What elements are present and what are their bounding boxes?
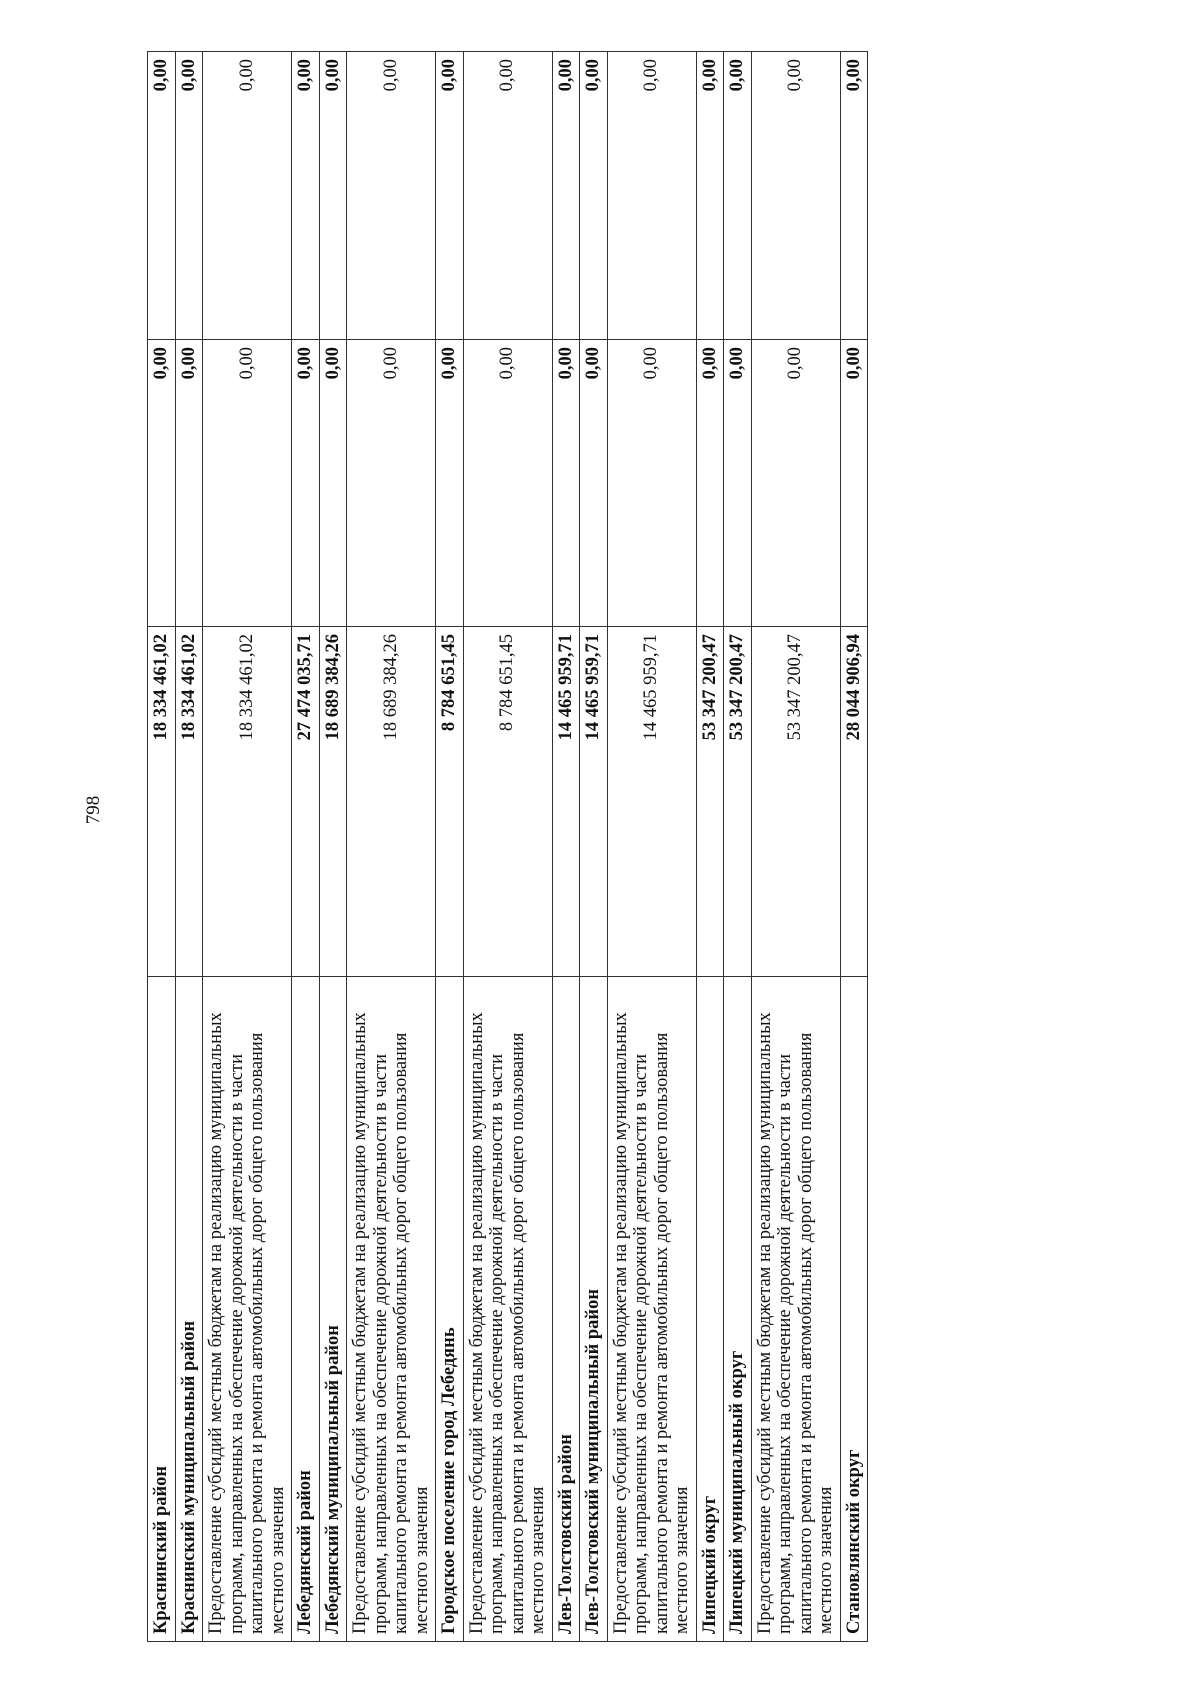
- row-name-cell: Лев-Толстовский район: [552, 977, 580, 1642]
- row-sum-cell: 18 334 461,02: [148, 627, 176, 977]
- row-value-3-cell: 0,00: [463, 52, 552, 340]
- row-value-3-cell: 0,00: [436, 52, 464, 340]
- row-name-cell: Лебедянский муниципальный район: [319, 977, 347, 1642]
- row-value-2-cell: 0,00: [203, 340, 292, 627]
- row-value-2-cell: 0,00: [347, 340, 436, 627]
- row-value-3-cell: 0,00: [175, 52, 203, 340]
- row-value-2-cell: 0,00: [751, 340, 840, 627]
- table-row: [840, 52, 868, 1642]
- row-value-3-cell: 0,00: [840, 52, 868, 340]
- row-value-2-cell: 0,00: [319, 340, 347, 627]
- row-name-cell: Краснинский муниципальный район: [175, 977, 203, 1642]
- row-sum-cell: 8 784 651,45: [436, 627, 464, 977]
- table-row: [607, 52, 696, 1642]
- table-row: [347, 52, 436, 1642]
- table-row: [696, 52, 724, 1642]
- row-value-3-cell: 0,00: [724, 52, 752, 340]
- row-sum-cell: 18 689 384,26: [347, 627, 436, 977]
- row-sum-cell: 8 784 651,45: [463, 627, 552, 977]
- row-value-2-cell: 0,00: [724, 340, 752, 627]
- row-name-cell: Лев-Толстовский муниципальный район: [580, 977, 608, 1642]
- row-value-3-cell: 0,00: [292, 52, 320, 340]
- row-value-2-cell: 0,00: [436, 340, 464, 627]
- row-sum-cell: 14 465 959,71: [580, 627, 608, 977]
- table-row: [148, 52, 176, 1642]
- row-name-cell: Лебедянский район: [292, 977, 320, 1642]
- row-value-3-cell: 0,00: [580, 52, 608, 340]
- table-row: [292, 52, 320, 1642]
- table-row: [463, 52, 552, 1642]
- row-name-cell: Предоставление субсидий местным бюджетам на реализацию муниципальных программ, направленных на обеспечение дорожной деятельности в части капитального ремонта и ремонта автомобильных дорог общего пользования местного значения: [607, 977, 696, 1642]
- row-name-cell: Предоставление субсидий местным бюджетам на реализацию муниципальных программ, направленных на обеспечение дорожной деятельности в части капитального ремонта и ремонта автомобильных дорог общего пользования местного значения: [463, 977, 552, 1642]
- row-sum-cell: 53 347 200,47: [724, 627, 752, 977]
- table-row: [203, 52, 292, 1642]
- table-row: [580, 52, 608, 1642]
- table-row: [175, 52, 203, 1642]
- row-sum-cell: 14 465 959,71: [552, 627, 580, 977]
- table-body: [148, 52, 868, 1642]
- budget-table: [147, 51, 868, 1642]
- row-name-cell: Липецкий округ: [696, 977, 724, 1642]
- row-value-2-cell: 0,00: [463, 340, 552, 627]
- page-number: 798: [83, 795, 104, 825]
- row-sum-cell: 18 334 461,02: [203, 627, 292, 977]
- row-value-2-cell: 0,00: [148, 340, 176, 627]
- row-sum-cell: 53 347 200,47: [751, 627, 840, 977]
- table-row: [436, 52, 464, 1642]
- row-name-cell: Краснинский район: [148, 977, 176, 1642]
- row-sum-cell: 28 044 906,94: [840, 627, 868, 977]
- row-name-cell: Предоставление субсидий местным бюджетам на реализацию муниципальных программ, направленных на обеспечение дорожной деятельности в части капитального ремонта и ремонта автомобильных дорог общего пользования местного значения: [347, 977, 436, 1642]
- row-value-3-cell: 0,00: [148, 52, 176, 340]
- row-value-2-cell: 0,00: [580, 340, 608, 627]
- table-row: [319, 52, 347, 1642]
- table-row: [552, 52, 580, 1642]
- row-value-3-cell: 0,00: [203, 52, 292, 340]
- row-name-cell: Предоставление субсидий местным бюджетам на реализацию муниципальных программ, направленных на обеспечение дорожной деятельности в части капитального ремонта и ремонта автомобильных дорог общего пользования местного значения: [203, 977, 292, 1642]
- row-sum-cell: 53 347 200,47: [696, 627, 724, 977]
- row-value-3-cell: 0,00: [751, 52, 840, 340]
- table-row: [751, 52, 840, 1642]
- row-sum-cell: 18 334 461,02: [175, 627, 203, 977]
- rotated-table-container: [147, 52, 1092, 1642]
- row-name-cell: Липецкий муниципальный округ: [724, 977, 752, 1642]
- row-value-3-cell: 0,00: [696, 52, 724, 340]
- row-value-3-cell: 0,00: [319, 52, 347, 340]
- row-value-2-cell: 0,00: [552, 340, 580, 627]
- table-row: [724, 52, 752, 1642]
- row-value-2-cell: 0,00: [175, 340, 203, 627]
- row-sum-cell: 27 474 035,71: [292, 627, 320, 977]
- row-value-2-cell: 0,00: [607, 340, 696, 627]
- row-sum-cell: 18 689 384,26: [319, 627, 347, 977]
- row-name-cell: Предоставление субсидий местным бюджетам на реализацию муниципальных программ, направленных на обеспечение дорожной деятельности в части капитального ремонта и ремонта автомобильных дорог общего пользования местного значения: [751, 977, 840, 1642]
- row-name-cell: Становлянский округ: [840, 977, 868, 1642]
- row-value-2-cell: 0,00: [292, 340, 320, 627]
- row-value-3-cell: 0,00: [552, 52, 580, 340]
- row-sum-cell: 14 465 959,71: [607, 627, 696, 977]
- row-value-2-cell: 0,00: [840, 340, 868, 627]
- row-name-cell: Городское поселение город Лебедянь: [436, 977, 464, 1642]
- row-value-2-cell: 0,00: [696, 340, 724, 627]
- row-value-3-cell: 0,00: [347, 52, 436, 340]
- row-value-3-cell: 0,00: [607, 52, 696, 340]
